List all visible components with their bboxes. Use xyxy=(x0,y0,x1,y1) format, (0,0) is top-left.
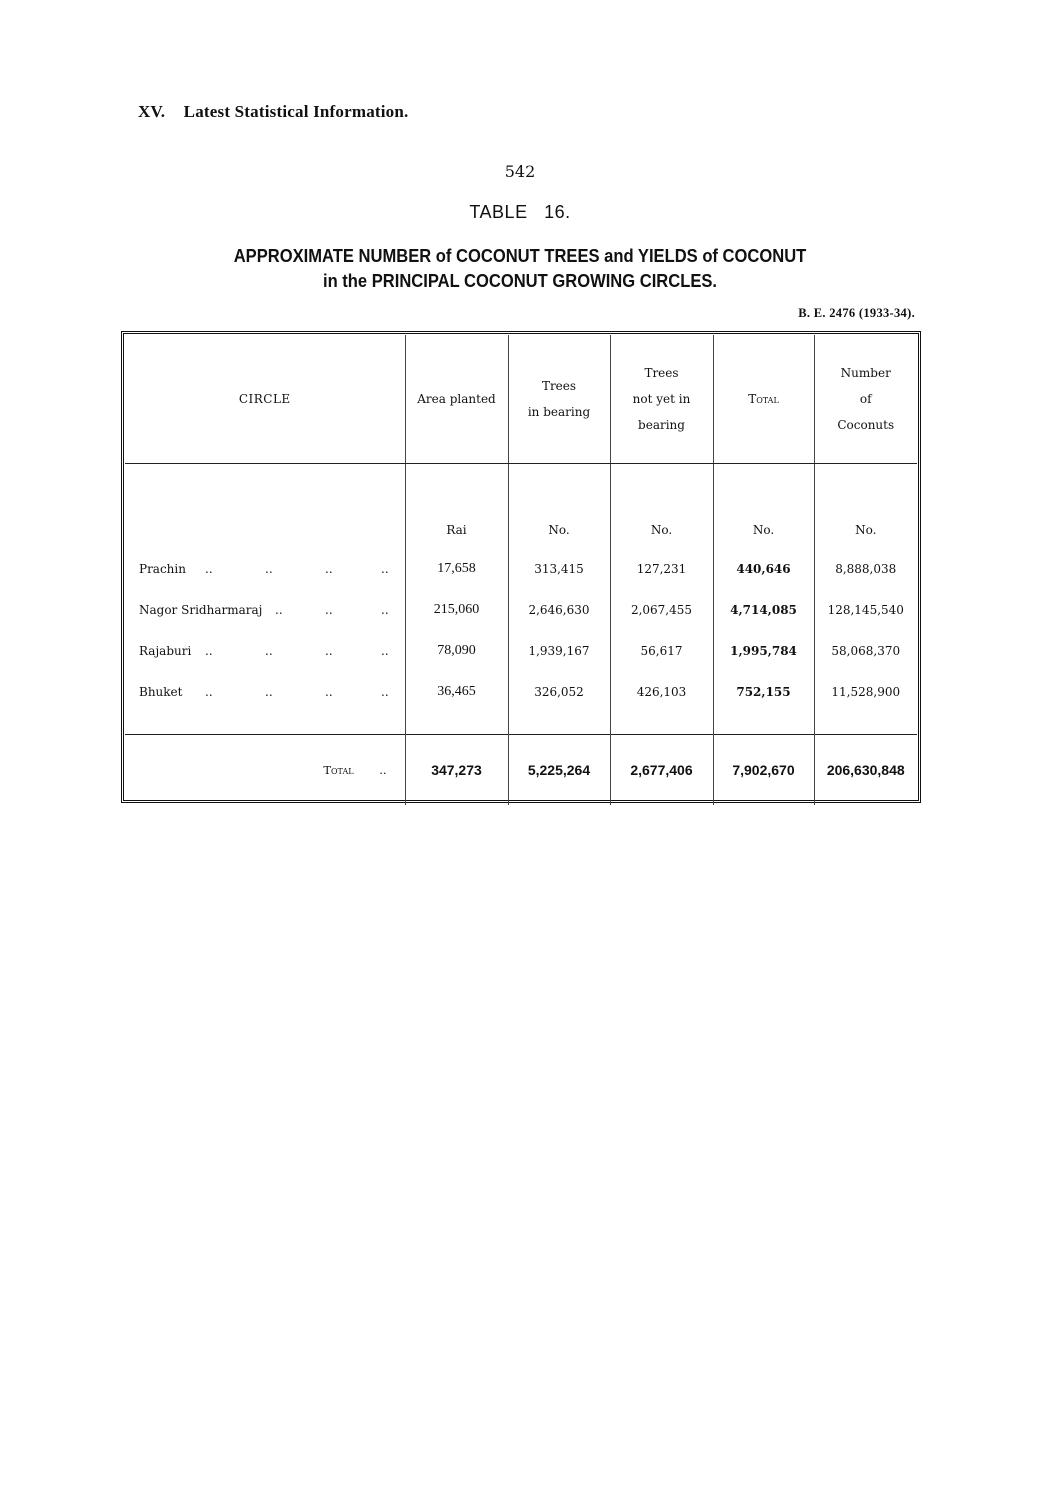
unit-in-bearing: No. xyxy=(508,512,610,548)
dot-leader: .. xyxy=(205,684,213,699)
dot-leader: .. xyxy=(265,643,273,658)
total-value: 752,155 xyxy=(713,671,814,712)
subtitle-line-1: APPROXIMATE NUMBER of COCONUT TREES and YIELDS of COCONUT xyxy=(233,246,807,266)
in-bearing-value: 326,052 xyxy=(508,671,610,712)
header-not-yet xyxy=(610,335,713,464)
total-value: 4,714,085 xyxy=(713,589,814,630)
dot-leader: .. xyxy=(325,561,333,576)
header-in-bearing xyxy=(508,335,610,464)
page-number: 542 xyxy=(504,162,536,181)
dot-leader: .. xyxy=(205,643,213,658)
coconuts-value: 11,528,900 xyxy=(814,671,917,712)
header-not-yet-line-2: not yet in xyxy=(632,392,691,406)
not-yet-value: 2,067,455 xyxy=(610,589,713,630)
in-bearing-value: 1,939,167 xyxy=(508,630,610,671)
circle-name: Bhuket xyxy=(139,684,183,699)
spacer-row xyxy=(125,712,917,735)
section-number: XV. xyxy=(138,102,166,121)
area-value: 215,060 xyxy=(405,589,508,630)
coconut-table xyxy=(125,335,917,805)
section-title: Latest Statistical Information. xyxy=(183,102,409,121)
dot-leader: .. xyxy=(381,643,389,658)
area-value: 36,465 xyxy=(405,671,508,712)
total-in-bearing: 5,225,264 xyxy=(508,735,610,806)
dot-leader: .. xyxy=(379,763,387,777)
table-subtitle xyxy=(42,244,999,294)
row-circle-cell xyxy=(125,548,405,589)
in-bearing-value: 313,415 xyxy=(508,548,610,589)
total-row xyxy=(125,735,917,806)
spacer-row xyxy=(125,464,917,513)
dot-leader: .. xyxy=(205,561,213,576)
dot-leader: .. xyxy=(325,684,333,699)
total-total: 7,902,670 xyxy=(713,735,814,806)
area-value: 78,090 xyxy=(405,630,508,671)
total-not-yet: 2,677,406 xyxy=(610,735,713,806)
header-coconuts xyxy=(814,335,917,464)
row-circle-cell xyxy=(125,630,405,671)
not-yet-value: 127,231 xyxy=(610,548,713,589)
dot-leader: .. xyxy=(325,602,333,617)
header-total: Total xyxy=(713,335,814,464)
dot-leader: .. xyxy=(381,561,389,576)
units-row xyxy=(125,512,917,548)
table-row xyxy=(125,589,917,630)
header-not-yet-line-1: Trees xyxy=(644,366,679,380)
header-coconuts-line-3: Coconuts xyxy=(837,418,895,432)
coconuts-value: 128,145,540 xyxy=(814,589,917,630)
unit-not-yet: No. xyxy=(610,512,713,548)
table-row xyxy=(125,548,917,589)
not-yet-value: 426,103 xyxy=(610,671,713,712)
total-value: 440,646 xyxy=(713,548,814,589)
circle-name: Rajaburi xyxy=(139,643,192,658)
total-label: Total xyxy=(323,763,354,777)
total-label-cell xyxy=(125,735,405,806)
unit-coconuts: No. xyxy=(814,512,917,548)
dot-leader: .. xyxy=(265,684,273,699)
header-area: Area planted xyxy=(405,335,508,464)
dot-leader: .. xyxy=(381,602,389,617)
unit-total: No. xyxy=(713,512,814,548)
header-coconuts-line-2: of xyxy=(859,392,872,406)
table-row xyxy=(125,671,917,712)
header-not-yet-line-3: bearing xyxy=(638,418,685,432)
total-value: 1,995,784 xyxy=(713,630,814,671)
dot-leader: .. xyxy=(325,643,333,658)
total-area: 347,273 xyxy=(405,735,508,806)
header-in-bearing-line-2: in bearing xyxy=(527,405,591,419)
coconuts-value: 58,068,370 xyxy=(814,630,917,671)
coconuts-value: 8,888,038 xyxy=(814,548,917,589)
header-coconuts-line-1: Number xyxy=(840,366,891,380)
header-row xyxy=(125,335,917,464)
dot-leader: .. xyxy=(381,684,389,699)
total-coconuts: 206,630,848 xyxy=(814,735,917,806)
unit-area: Rai xyxy=(405,512,508,548)
header-in-bearing-line-1: Trees xyxy=(541,379,577,393)
section-heading xyxy=(138,102,409,122)
table-row xyxy=(125,630,917,671)
header-circle: CIRCLE xyxy=(125,335,405,464)
row-circle-cell xyxy=(125,589,405,630)
not-yet-value: 56,617 xyxy=(610,630,713,671)
subtitle-line-2: in the PRINCIPAL COCONUT GROWING CIRCLES. xyxy=(322,271,718,291)
table-label: TABLE 16. xyxy=(469,202,571,222)
circle-name: Prachin xyxy=(139,561,186,576)
in-bearing-value: 2,646,630 xyxy=(508,589,610,630)
area-value: 17,658 xyxy=(405,548,508,589)
circle-name: Nagor Sridharmaraj xyxy=(139,602,263,617)
dot-leader: .. xyxy=(275,602,283,617)
dot-leader: .. xyxy=(265,561,273,576)
era-label: B. E. 2476 (1933-34). xyxy=(798,306,915,320)
row-circle-cell xyxy=(125,671,405,712)
